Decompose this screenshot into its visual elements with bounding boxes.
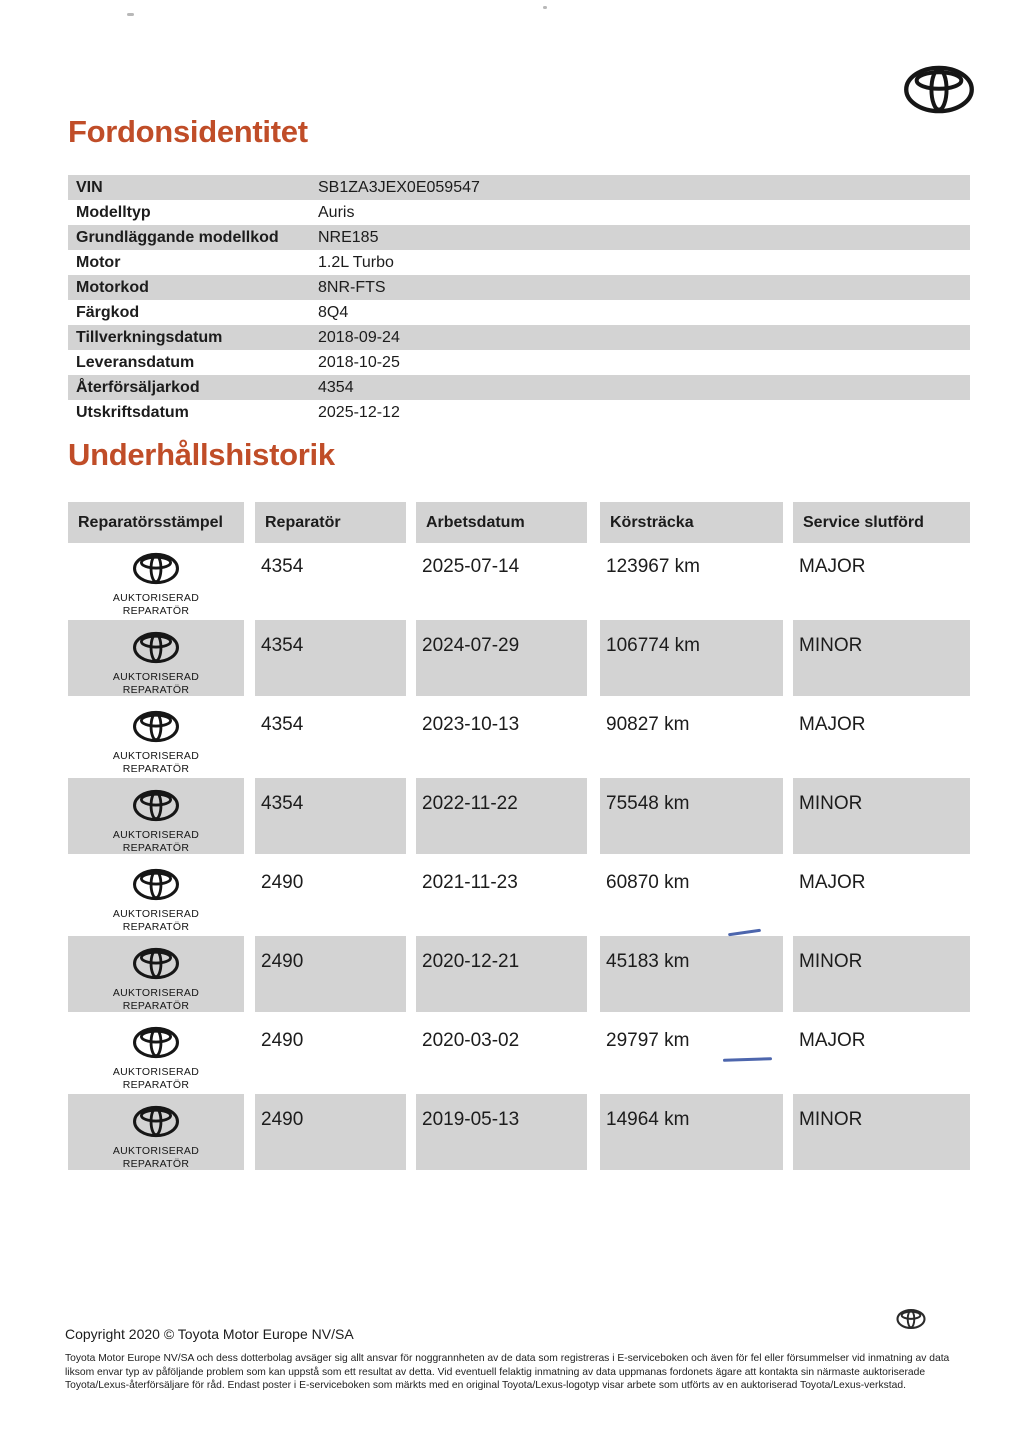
- identity-label: Färgkod: [76, 304, 140, 321]
- vehicle-identity-title: Fordonsidentitet: [68, 114, 308, 149]
- vehicle-identity-table: [68, 175, 970, 425]
- authorized-repairer-stamp: [68, 541, 244, 617]
- toyota-logo-icon: [132, 1105, 180, 1138]
- service-record-row: [68, 936, 970, 1015]
- legal-disclaimer: [65, 1352, 985, 1393]
- stamp-caption: [113, 592, 199, 617]
- column-header-repairer: Reparatör: [255, 502, 406, 543]
- toyota-logo-icon: [132, 947, 180, 980]
- work-date-cell: 2024-07-29: [416, 620, 587, 696]
- identity-row: [68, 275, 970, 300]
- toyota-logo-icon: [132, 1026, 180, 1059]
- repairer-code-cell: 4354: [261, 556, 304, 577]
- repairer-code-cell: 4354: [255, 620, 406, 696]
- service-type-cell: MAJOR: [799, 872, 866, 893]
- service-type-cell: MINOR: [793, 778, 970, 854]
- authorized-repairer-stamp: [68, 857, 244, 933]
- mileage-cell: 90827 km: [606, 714, 690, 735]
- identity-row: [68, 225, 970, 250]
- toyota-logo-icon: [132, 631, 180, 664]
- mileage-cell: 45183 km: [600, 936, 783, 1012]
- service-record-row: [68, 1094, 970, 1173]
- identity-value: 8Q4: [318, 304, 349, 321]
- stamp-caption-line1: AUKTORISERAD: [112, 1145, 200, 1157]
- work-date-cell: 2021-11-23: [422, 872, 518, 893]
- scan-speck: [127, 13, 134, 16]
- service-record-row: [68, 1015, 970, 1094]
- stamp-caption-line1: AUKTORISERAD: [112, 829, 200, 841]
- mileage-cell: 123967 km: [606, 556, 701, 577]
- toyota-logo-icon: [132, 868, 180, 901]
- identity-row: [68, 325, 970, 350]
- service-record-row: [68, 541, 970, 620]
- stamp-caption-line1: AUKTORISERAD: [112, 987, 200, 999]
- identity-value: 2018-09-24: [318, 329, 400, 346]
- stamp-caption: [113, 908, 199, 933]
- maintenance-history-title: Underhållshistorik: [68, 437, 335, 472]
- work-date-cell: 2023-10-13: [422, 714, 520, 735]
- identity-row: [68, 300, 970, 325]
- identity-row: [68, 400, 970, 425]
- stamp-caption-line1: AUKTORISERAD: [112, 671, 200, 683]
- identity-label: Leveransdatum: [76, 354, 195, 371]
- identity-label: VIN: [76, 179, 103, 196]
- identity-label: Utskriftsdatum: [76, 404, 189, 421]
- stamp-caption-line2: REPARATÖR: [122, 841, 190, 854]
- work-date-cell: 2019-05-13: [416, 1094, 587, 1170]
- mileage-cell: 29797 km: [606, 1030, 690, 1051]
- service-type-cell: MINOR: [793, 620, 970, 696]
- stamp-caption-line2: REPARATÖR: [122, 604, 190, 617]
- stamp-caption-line1: AUKTORISERAD: [112, 592, 200, 604]
- service-type-cell: MAJOR: [799, 1030, 866, 1051]
- identity-label: Motor: [76, 254, 121, 271]
- work-date-cell: 2020-03-02: [422, 1030, 520, 1051]
- history-header-row: [68, 502, 970, 543]
- toyota-logo-icon: [132, 552, 180, 585]
- mileage-cell: 14964 km: [600, 1094, 783, 1170]
- service-record-row: [68, 620, 970, 699]
- scan-speck: [543, 6, 547, 9]
- service-record-row: [68, 699, 970, 778]
- identity-value: 4354: [318, 379, 354, 396]
- stamp-caption: [113, 829, 199, 854]
- identity-row: [68, 375, 970, 400]
- authorized-repairer-stamp: [68, 778, 244, 854]
- column-header-stamp: Reparatörsstämpel: [68, 502, 244, 543]
- stamp-caption: [113, 1145, 199, 1170]
- identity-row: [68, 175, 970, 200]
- repairer-code-cell: 2490: [261, 872, 304, 893]
- repairer-code-cell: 2490: [255, 936, 406, 1012]
- authorized-repairer-stamp: [68, 936, 244, 1012]
- identity-value: 8NR-FTS: [318, 279, 386, 296]
- repairer-code-cell: 4354: [261, 714, 304, 735]
- work-date-cell: 2025-07-14: [422, 556, 520, 577]
- repairer-code-cell: 2490: [261, 1030, 304, 1051]
- identity-value: 1.2L Turbo: [318, 254, 394, 271]
- service-type-cell: MINOR: [793, 1094, 970, 1170]
- legal-line: Toyota/Lexus-återförsäljare för råd. Endast poster i E-serviceboken som märkts med en original Toyota/Lexus-logotyp visar arbete som utförts av en auktoriserad Toyota/Lexus-verkstad.: [65, 1380, 906, 1391]
- authorized-repairer-stamp: [68, 1015, 244, 1091]
- stamp-caption-line1: AUKTORISERAD: [112, 750, 200, 762]
- authorized-repairer-stamp: [68, 699, 244, 775]
- stamp-caption-line2: REPARATÖR: [122, 683, 190, 696]
- repairer-code-cell: 2490: [255, 1094, 406, 1170]
- toyota-logo-small-icon: [896, 1308, 926, 1330]
- service-type-cell: MAJOR: [799, 556, 866, 577]
- identity-row: [68, 200, 970, 225]
- column-header-service-type: Service slutförd: [793, 502, 970, 543]
- stamp-caption: [113, 987, 199, 1012]
- identity-label: Motorkod: [76, 279, 149, 296]
- identity-label: Grundläggande modellkod: [76, 229, 279, 246]
- copyright-text: Copyright 2020 © Toyota Motor Europe NV/SA: [65, 1326, 354, 1342]
- authorized-repairer-stamp: [68, 620, 244, 696]
- identity-value: SB1ZA3JEX0E059547: [318, 179, 480, 196]
- mileage-cell: 106774 km: [600, 620, 783, 696]
- stamp-caption-line1: AUKTORISERAD: [112, 1066, 200, 1078]
- legal-line: liksom envar typ av påföljande problem som kan uppstå som ett resultat av detta. Vid eventuell felaktig inmatning av data uppmanas fordonets ägare att kontakta sin närmaste auktoriserade: [65, 1366, 926, 1378]
- stamp-caption: [113, 750, 199, 775]
- work-date-cell: 2020-12-21: [416, 936, 587, 1012]
- stamp-caption-line2: REPARATÖR: [122, 762, 190, 775]
- mileage-cell: 60870 km: [606, 872, 690, 893]
- identity-label: Återförsäljarkod: [76, 379, 200, 396]
- identity-row: [68, 350, 970, 375]
- stamp-caption: [113, 671, 199, 696]
- service-type-cell: MAJOR: [799, 714, 866, 735]
- authorized-repairer-stamp: [68, 1094, 244, 1170]
- identity-value: NRE185: [318, 229, 379, 246]
- work-date-cell: 2022-11-22: [416, 778, 587, 854]
- mileage-cell: 75548 km: [600, 778, 783, 854]
- service-type-cell: MINOR: [793, 936, 970, 1012]
- history-table-body: [68, 541, 970, 1173]
- legal-line: Toyota Motor Europe NV/SA och dess dotterbolag avsäger sig allt ansvar för noggrannheten av de data som registreras i E-serviceboken och även för fel eller försummelser vid inmatning av data: [65, 1353, 950, 1364]
- identity-value: 2025-12-12: [318, 404, 400, 421]
- toyota-logo-icon: [132, 710, 180, 743]
- stamp-caption: [113, 1066, 199, 1091]
- stamp-caption-line2: REPARATÖR: [122, 920, 190, 933]
- identity-value: Auris: [318, 204, 355, 221]
- service-record-row: [68, 778, 970, 857]
- stamp-caption-line2: REPARATÖR: [122, 999, 190, 1012]
- identity-row: [68, 250, 970, 275]
- column-header-mileage: Körsträcka: [600, 502, 783, 543]
- repairer-code-cell: 4354: [255, 778, 406, 854]
- stamp-caption-line1: AUKTORISERAD: [112, 908, 200, 920]
- stamp-caption-line2: REPARATÖR: [122, 1157, 190, 1170]
- toyota-logo-icon: [132, 789, 180, 822]
- toyota-logo-icon: [903, 64, 975, 115]
- identity-value: 2018-10-25: [318, 354, 400, 371]
- identity-label: Modelltyp: [76, 204, 151, 221]
- service-record-row: [68, 857, 970, 936]
- column-header-work-date: Arbetsdatum: [416, 502, 587, 543]
- stamp-caption-line2: REPARATÖR: [122, 1078, 190, 1091]
- identity-label: Tillverkningsdatum: [76, 329, 223, 346]
